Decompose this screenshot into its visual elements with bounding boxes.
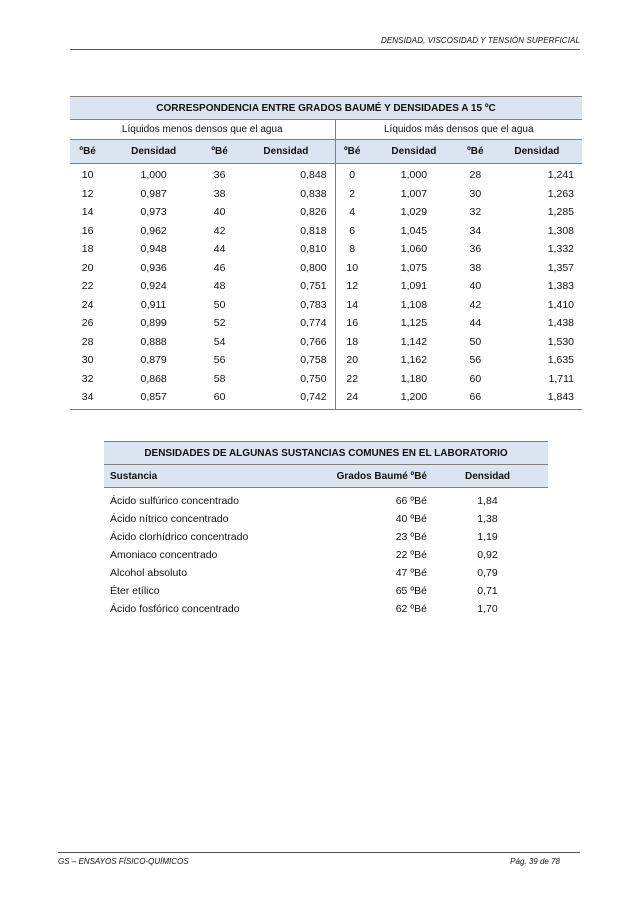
cell-density: 1,000 bbox=[140, 169, 167, 182]
cell-baume: 12 bbox=[81, 187, 94, 200]
cell-substance: Ácido fosfórico concentrado bbox=[110, 603, 240, 615]
table-row bbox=[70, 222, 582, 241]
cell-density: 0,766 bbox=[237, 333, 335, 352]
cell-baume: 56 bbox=[213, 354, 226, 367]
cell-baume: 18 bbox=[81, 243, 94, 256]
cell-substance: Éter etílico bbox=[110, 585, 160, 597]
cell-baume: 14 bbox=[346, 298, 359, 311]
cell-baume: 16 bbox=[81, 224, 94, 237]
table-row bbox=[70, 388, 582, 409]
cell-density: 1,383 bbox=[547, 280, 574, 293]
cell-density: 1,142 bbox=[400, 335, 428, 348]
cell-baume: 44 bbox=[213, 243, 226, 256]
cell-baume: 48 bbox=[213, 280, 226, 293]
table-row bbox=[104, 582, 548, 600]
cell-baume: 0 bbox=[349, 169, 356, 182]
cell-baume: 44 bbox=[469, 317, 482, 330]
col-header-baume: Grados Baumé ºBé bbox=[314, 465, 427, 488]
cell-density: 1,000 bbox=[400, 169, 428, 182]
cell-substance: Amoniaco concentrado bbox=[110, 549, 218, 561]
cell-density: 0,936 bbox=[140, 261, 167, 274]
table-row bbox=[70, 240, 582, 259]
cell-baume: 58 bbox=[213, 372, 226, 385]
col-header-density: Densidad bbox=[492, 140, 582, 164]
col-header-baume: ºBé bbox=[459, 140, 492, 164]
baume-density-table bbox=[70, 96, 582, 410]
cell-baume: 32 bbox=[81, 372, 94, 385]
cell-density: 0,71 bbox=[477, 585, 498, 597]
cell-baume: 60 bbox=[202, 388, 237, 409]
cell-baume: 34 bbox=[70, 388, 105, 409]
table-row bbox=[70, 333, 582, 352]
cell-baume: 8 bbox=[349, 243, 356, 256]
cell-baume: 66 bbox=[459, 388, 492, 409]
cell-baume: 34 bbox=[469, 224, 482, 237]
table-row bbox=[104, 510, 548, 528]
cell-baume: 52 bbox=[213, 317, 226, 330]
table-row bbox=[70, 351, 582, 370]
cell-density: 0,92 bbox=[477, 549, 498, 561]
cell-density: 1,007 bbox=[400, 187, 428, 200]
cell-baume: 65 ºBé bbox=[395, 585, 427, 597]
cell-baume: 40 bbox=[213, 206, 226, 219]
cell-density: 0,774 bbox=[237, 314, 335, 333]
cell-density: 0,800 bbox=[237, 259, 335, 278]
cell-density: 1,125 bbox=[400, 317, 428, 330]
col-header-baume: ºBé bbox=[70, 140, 105, 164]
cell-density: 0,810 bbox=[237, 240, 335, 259]
cell-baume: 30 bbox=[81, 354, 94, 367]
cell-baume: 42 bbox=[469, 298, 482, 311]
cell-baume: 66 ºBé bbox=[395, 495, 427, 507]
table-row bbox=[70, 203, 582, 222]
table-row bbox=[104, 546, 548, 564]
cell-baume: 28 bbox=[81, 335, 94, 348]
col-header-substance: Sustancia bbox=[104, 465, 314, 488]
cell-baume: 60 bbox=[469, 372, 482, 385]
cell-baume: 36 bbox=[469, 243, 482, 256]
cell-baume: 10 bbox=[81, 169, 94, 182]
cell-density: 1,38 bbox=[477, 513, 498, 525]
col-header-baume: ºBé bbox=[335, 140, 369, 164]
col-header-density: Densidad bbox=[105, 140, 202, 164]
col-header-density: Densidad bbox=[369, 140, 459, 164]
cell-baume: 47 ºBé bbox=[395, 567, 427, 579]
table-row bbox=[70, 370, 582, 389]
cell-density: 0,948 bbox=[140, 243, 167, 256]
cell-density: 1,843 bbox=[492, 388, 582, 409]
cell-density: 1,84 bbox=[477, 495, 498, 507]
group-more-dense: Líquidos más densos que el agua bbox=[335, 120, 582, 140]
cell-baume: 54 bbox=[213, 335, 226, 348]
cell-baume: 50 bbox=[469, 335, 482, 348]
group-less-dense: Líquidos menos densos que el agua bbox=[70, 120, 335, 140]
cell-density: 0,879 bbox=[140, 354, 167, 367]
cell-baume: 18 bbox=[346, 335, 359, 348]
cell-density: 0,899 bbox=[140, 317, 167, 330]
table-row bbox=[70, 259, 582, 278]
cell-density: 1,357 bbox=[547, 261, 574, 274]
cell-density: 0,818 bbox=[237, 222, 335, 241]
cell-density: 0,848 bbox=[237, 164, 335, 185]
cell-density: 1,410 bbox=[547, 298, 574, 311]
cell-baume: 56 bbox=[469, 354, 482, 367]
cell-density: 0,973 bbox=[140, 206, 167, 219]
table-row bbox=[70, 277, 582, 296]
cell-density: 1,308 bbox=[547, 224, 574, 237]
table2-title: DENSIDADES DE ALGUNAS SUSTANCIAS COMUNES EN EL LABORATORIO bbox=[104, 442, 548, 465]
cell-density: 1,075 bbox=[400, 261, 428, 274]
footer-rule bbox=[58, 852, 580, 853]
col-header-baume: ºBé bbox=[202, 140, 237, 164]
cell-density: 0,857 bbox=[105, 388, 202, 409]
table-row bbox=[70, 164, 582, 185]
cell-baume: 22 bbox=[81, 280, 94, 293]
cell-baume: 22 ºBé bbox=[395, 549, 427, 561]
table-row bbox=[70, 296, 582, 315]
cell-density: 0,783 bbox=[237, 296, 335, 315]
cell-density: 0,924 bbox=[140, 280, 167, 293]
cell-baume: 4 bbox=[349, 206, 356, 219]
cell-density: 1,108 bbox=[400, 298, 428, 311]
cell-baume: 14 bbox=[81, 206, 94, 219]
cell-density: 0,888 bbox=[140, 335, 167, 348]
cell-substance: Ácido clorhídrico concentrado bbox=[110, 531, 249, 543]
cell-substance: Ácido nítrico concentrado bbox=[110, 513, 229, 525]
cell-density: 0,987 bbox=[140, 187, 167, 200]
cell-baume: 40 ºBé bbox=[395, 513, 427, 525]
table-row bbox=[104, 528, 548, 546]
cell-density: 1,241 bbox=[547, 169, 574, 182]
cell-density: 1,162 bbox=[400, 354, 428, 367]
table-row bbox=[104, 488, 548, 511]
running-header: DENSIDAD, VISCOSIDAD Y TENSIÓN SUPERFICIAL bbox=[380, 36, 580, 45]
cell-density: 0,962 bbox=[140, 224, 167, 237]
cell-density: 0,758 bbox=[237, 351, 335, 370]
cell-density: 0,751 bbox=[237, 277, 335, 296]
cell-baume: 24 bbox=[81, 298, 94, 311]
cell-density: 1,70 bbox=[477, 603, 498, 615]
cell-density: 0,868 bbox=[140, 372, 167, 385]
cell-baume: 16 bbox=[346, 317, 359, 330]
cell-baume: 20 bbox=[81, 261, 94, 274]
cell-substance: Ácido sulfúrico concentrado bbox=[110, 495, 239, 507]
cell-substance: Alcohol absoluto bbox=[110, 567, 188, 579]
cell-density: 1,060 bbox=[400, 243, 428, 256]
cell-baume: 2 bbox=[349, 187, 356, 200]
cell-density: 1,180 bbox=[400, 372, 428, 385]
cell-density: 0,79 bbox=[477, 567, 498, 579]
cell-baume: 28 bbox=[469, 169, 482, 182]
cell-density: 1,711 bbox=[548, 372, 574, 385]
cell-baume: 36 bbox=[213, 169, 226, 182]
table-row bbox=[70, 314, 582, 333]
cell-density: 1,530 bbox=[547, 335, 574, 348]
cell-baume: 10 bbox=[346, 261, 359, 274]
cell-baume: 6 bbox=[349, 224, 356, 237]
header-rule bbox=[70, 49, 580, 50]
cell-baume: 50 bbox=[213, 298, 226, 311]
cell-density: 1,635 bbox=[547, 354, 574, 367]
cell-density: 0,911 bbox=[140, 298, 167, 311]
table-row bbox=[104, 564, 548, 582]
cell-density: 1,091 bbox=[400, 280, 428, 293]
cell-baume: 38 bbox=[469, 261, 482, 274]
cell-baume: 40 bbox=[469, 280, 482, 293]
cell-density: 1,285 bbox=[547, 206, 574, 219]
cell-baume: 22 bbox=[346, 372, 359, 385]
cell-baume: 24 bbox=[335, 388, 369, 409]
cell-density: 0,838 bbox=[237, 185, 335, 204]
table1-title: CORRESPONDENCIA ENTRE GRADOS BAUMÉ Y DENSIDADES A 15 ºC bbox=[70, 97, 582, 120]
cell-baume: 38 bbox=[213, 187, 226, 200]
cell-density: 1,263 bbox=[547, 187, 574, 200]
cell-density: 0,750 bbox=[237, 370, 335, 389]
col-header-density: Densidad bbox=[237, 140, 335, 164]
cell-baume: 26 bbox=[81, 317, 94, 330]
cell-density: 0,826 bbox=[237, 203, 335, 222]
cell-baume: 42 bbox=[213, 224, 226, 237]
cell-density: 0,742 bbox=[237, 388, 335, 409]
cell-baume: 23 ºBé bbox=[395, 531, 427, 543]
table-row bbox=[70, 185, 582, 204]
cell-density: 1,029 bbox=[400, 206, 428, 219]
page-number: Pág. 39 de 78 bbox=[510, 857, 560, 866]
cell-density: 1,332 bbox=[547, 243, 574, 256]
cell-baume: 46 bbox=[213, 261, 226, 274]
lab-substances-table bbox=[104, 441, 548, 618]
cell-density: 1,045 bbox=[400, 224, 428, 237]
cell-density: 1,200 bbox=[369, 388, 459, 409]
cell-density: 1,438 bbox=[547, 317, 574, 330]
footer-left-text: GS – ENSAYOS FÍSICO-QUÍMICOS bbox=[58, 857, 189, 866]
cell-baume: 20 bbox=[346, 354, 359, 367]
table-row bbox=[104, 600, 548, 618]
cell-density: 1,19 bbox=[477, 531, 498, 543]
cell-baume: 62 ºBé bbox=[395, 603, 427, 615]
col-header-density: Densidad bbox=[427, 465, 548, 488]
cell-baume: 12 bbox=[346, 280, 359, 293]
cell-baume: 30 bbox=[469, 187, 482, 200]
cell-baume: 32 bbox=[469, 206, 482, 219]
